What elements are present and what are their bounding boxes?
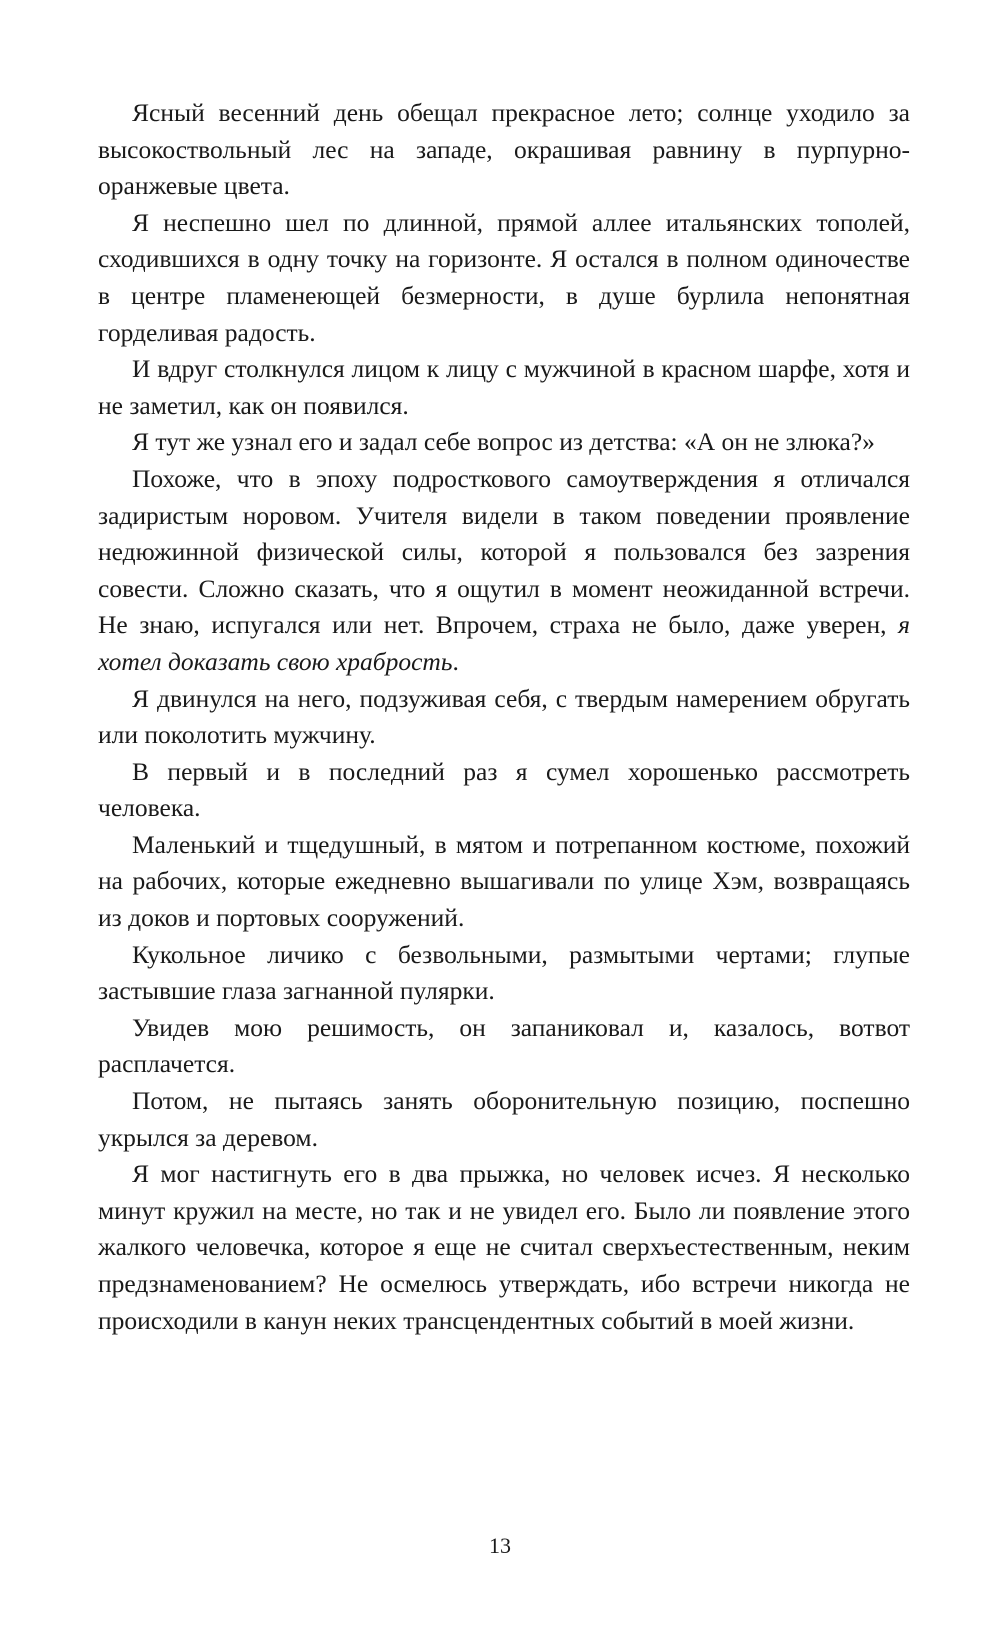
paragraph xyxy=(98,937,910,1010)
paragraph-text: Я неспешно шел по длинной, прямой аллее итальянских тополей, сходившихся в одну точку на горизонте. Я остался в полном одиночестве в центре пламенеющей безмерности, в душе бурлила непонятная горделивая радость. xyxy=(98,207,910,347)
paragraph xyxy=(98,681,910,754)
paragraph-text: Потом, не пытаясь занять оборонительную позицию, поспешно укрылся за деревом. xyxy=(98,1086,910,1152)
paragraph-text: Ясный весенний день обещал прекрасное лето; солнце уходило за высокоствольный лес на западе, окрашивая равнину в пурпурно-оранжевые цвета. xyxy=(98,98,910,201)
paragraph xyxy=(98,461,910,681)
paragraph xyxy=(98,754,910,827)
paragraph-text: Я двинулся на него, подзуживая себя, с твердым намерением обругать или поколотить мужчину. xyxy=(98,683,910,750)
paragraph-text: И вдруг столкнулся лицом к лицу с мужчиной в красном шарфе, хотя и не заметил, как он появился. xyxy=(98,354,910,420)
paragraph-text: Увидев мою решимость, он запаниковал и, казалось, вотвот расплачется. xyxy=(98,1012,910,1079)
page-number: 13 xyxy=(489,1533,511,1558)
paragraph xyxy=(98,205,910,351)
paragraph-text: Кукольное личико с безвольными, размытыми чертами; глупые застывшие глаза загнанной пулярки. xyxy=(98,939,910,1006)
paragraph-text: Похоже, что в эпоху подросткового самоутверждения я отличался задиристым норовом. Учителя видели в таком поведении проявление недюжинной физической силы, которой я пользовался без зазрения совести. Сложно сказать, что я ощутил в момент неожиданной встречи. Не знаю, испугался или нет. Впрочем, страха не было, даже уверен, xyxy=(98,463,910,640)
paragraph-text: Я тут же узнал его и задал себе вопрос из детства: «А он не злюка?» xyxy=(132,427,875,457)
paragraph xyxy=(98,1156,910,1339)
paragraph-text-end: . xyxy=(452,646,459,676)
paragraph-text: В первый и в последний раз я сумел хорошенько рассмотреть человека. xyxy=(98,756,910,823)
paragraph xyxy=(98,827,910,937)
paragraph xyxy=(98,1010,910,1083)
paragraph-text: Маленький и тщедушный, в мятом и потрепанном костюме, похожий на рабочих, которые ежедневно вышагивали по улице Хэм, возвращаясь из доков и портовых сооружений. xyxy=(98,829,910,933)
body-text xyxy=(98,95,910,1339)
paragraph xyxy=(98,1083,910,1156)
paragraph xyxy=(98,95,910,205)
paragraph xyxy=(98,351,910,424)
paragraph xyxy=(98,424,910,461)
paragraph-text: Я мог настигнуть его в два прыжка, но человек исчез. Я несколько минут кружил на месте, но так и не увидел его. Было ли появление этого жалкого человечка, которое я еще не считал сверхъестественным, неким предзнаменованием? Не осмелюсь утверждать, ибо встречи никогда не происходили в канун неких трансцендентных событий в моей жизни. xyxy=(98,1159,910,1335)
italic-phrase: я хотел доказать свою храбрость xyxy=(98,610,910,676)
